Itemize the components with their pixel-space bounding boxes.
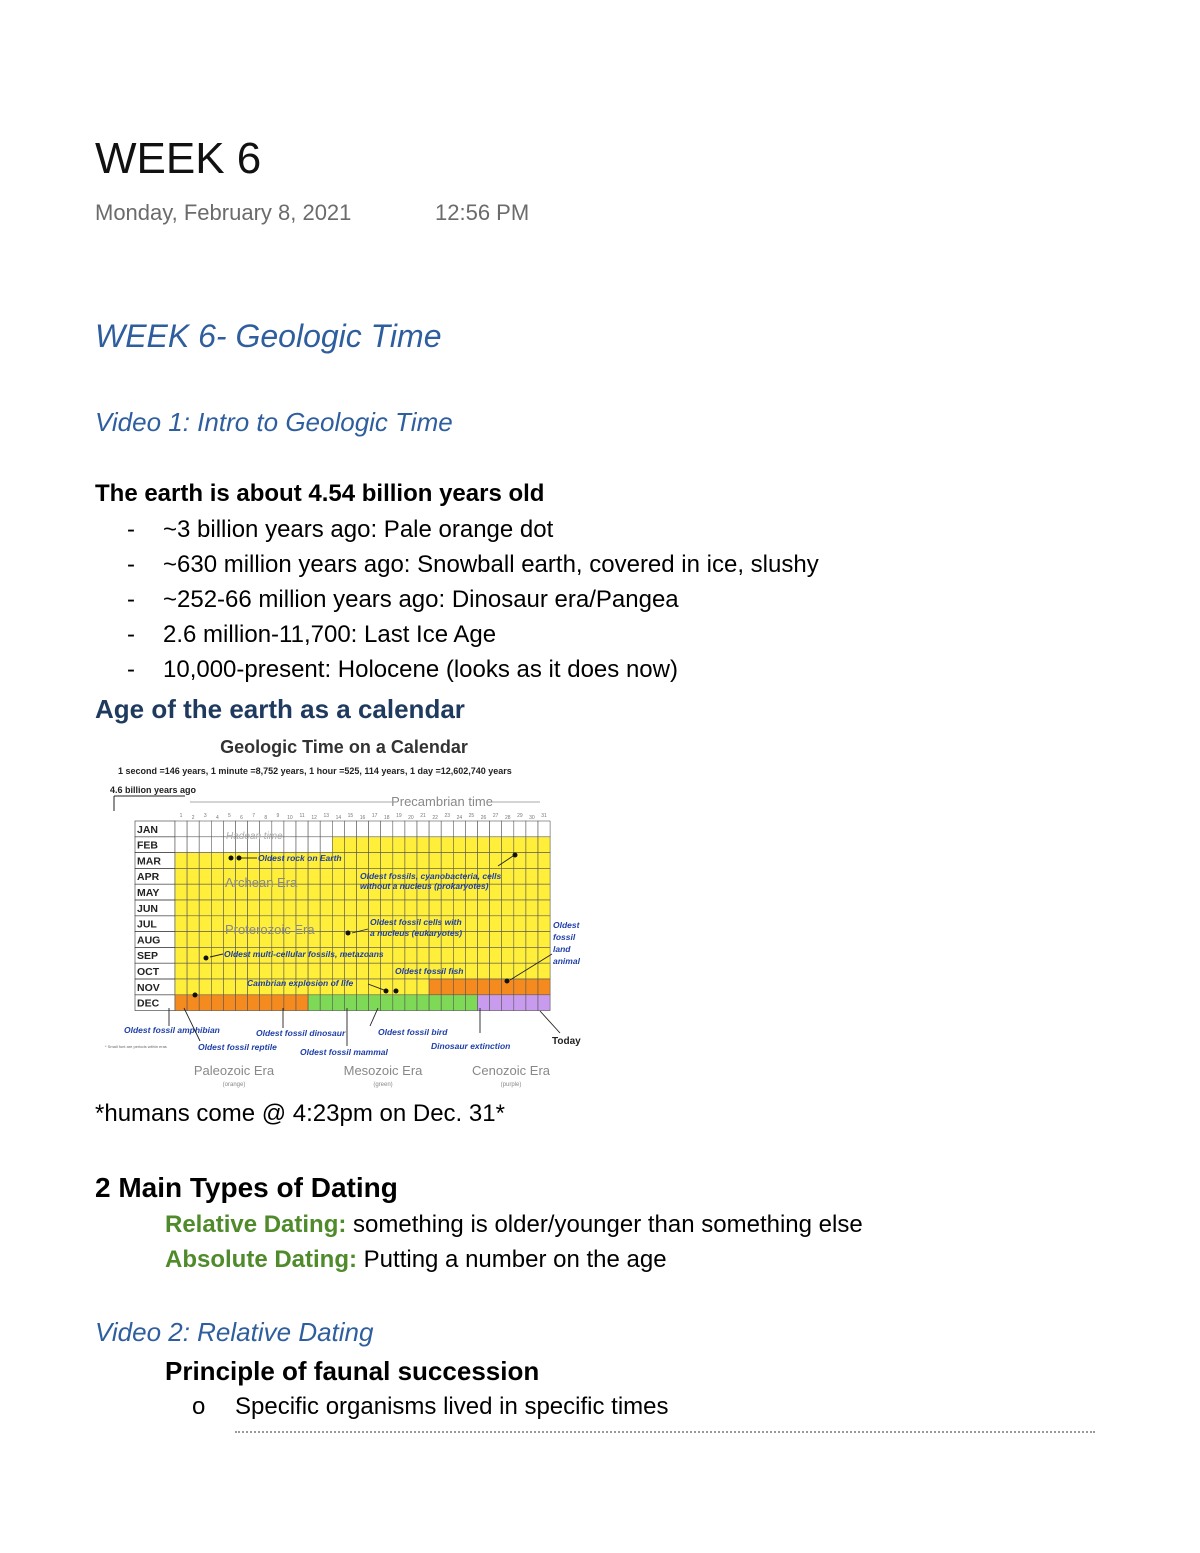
day-number: 19	[396, 813, 402, 819]
absolute-dating: Absolute Dating: Putting a number on the age	[165, 1246, 667, 1273]
list-item: - 10,000-present: Holocene (looks as it does now)	[95, 652, 1095, 687]
day-number: 17	[371, 813, 378, 819]
day-number: 24	[456, 815, 463, 821]
day-number: 11	[299, 813, 305, 819]
day-number: 30	[529, 815, 535, 821]
proterozoic-label: Proterozoic Era	[225, 922, 315, 937]
prokaryotes-label-2: without a nucleus (prokaryotes)	[360, 881, 489, 891]
land-animal-1: Oldest	[553, 920, 580, 930]
cenozoic-label: Cenozoic Era	[471, 1063, 551, 1078]
month-label: JAN	[137, 823, 159, 836]
day-number: 5	[228, 813, 231, 819]
list-item: - 2.6 million-11,700: Last Ice Age	[95, 617, 1095, 652]
oldest-rock-label: Oldest rock on Earth	[258, 853, 342, 863]
cambrian-label: Cambrian explosion of life	[247, 978, 354, 988]
list-item: o Specific organisms lived in specific times	[165, 1389, 1200, 1424]
mammal-label: Oldest fossil mammal	[300, 1047, 388, 1057]
today-label: Today	[552, 1036, 581, 1047]
timeline-list	[95, 512, 1095, 687]
paleozoic-color: (orange)	[222, 1082, 246, 1088]
dinosaur-label: Oldest fossil dinosaur	[256, 1028, 346, 1038]
day-number: 23	[444, 813, 451, 819]
day-number: 4	[215, 815, 219, 821]
land-animal-4: animal	[553, 956, 580, 966]
humans-note: *humans come @ 4:23pm on Dec. 31*	[95, 1100, 505, 1127]
figure-start: 4.6 billion years ago	[110, 785, 197, 795]
day-number: 3	[203, 813, 207, 819]
bird-label: Oldest fossil bird	[378, 1027, 448, 1037]
month-label: DEC	[137, 997, 160, 1010]
list-item: - ~252-66 million years ago: Dinosaur era/Pangea	[95, 582, 1095, 617]
calendar-heading: Age of the earth as a calendar	[95, 694, 465, 724]
month-labels	[137, 824, 161, 1010]
month-label: MAR	[137, 855, 161, 868]
circle-bullet-icon: o	[192, 1393, 206, 1420]
dating-heading: 2 Main Types of Dating	[95, 1172, 398, 1203]
cenozoic-color: (purple)	[500, 1082, 522, 1088]
small-font-note: * Small font are periods within eras	[105, 1044, 167, 1049]
mesozoic-color: (green)	[373, 1082, 393, 1088]
dash-icon: -	[127, 551, 135, 578]
day-number: 15	[347, 813, 354, 819]
page-title: WEEK 6	[95, 134, 262, 183]
day-number: 31	[541, 813, 547, 819]
dash-icon: -	[127, 621, 135, 648]
mesozoic-label: Mesozoic Era	[343, 1063, 423, 1078]
figure-title: Geologic Time on a Calendar	[220, 737, 468, 757]
eukaryotes-label-2: a nucleus (eukaryotes)	[370, 928, 463, 938]
archean-label: Archean Era	[225, 875, 298, 890]
month-label: MAY	[137, 887, 160, 899]
month-label: AUG	[137, 934, 161, 947]
day-number: 13	[323, 813, 330, 819]
day-number: 21	[420, 813, 426, 819]
amphibian-label: Oldest fossil amphibian	[124, 1025, 220, 1035]
day-number: 25	[468, 813, 475, 819]
day-number: 16	[359, 815, 366, 821]
dash-icon: -	[127, 516, 135, 543]
day-numbers	[180, 813, 547, 821]
precambrian-label: Precambrian time	[391, 794, 493, 809]
video2-heading: Video 2: Relative Dating	[95, 1317, 374, 1347]
day-number: 10	[287, 815, 293, 821]
metazoans-label: Oldest multi-cellular fossils, metazoans	[224, 949, 384, 959]
month-label: NOV	[137, 981, 160, 994]
day-number: 12	[311, 815, 317, 821]
page-date: Monday, February 8, 2021	[95, 200, 352, 225]
paleozoic-label: Paleozoic Era	[193, 1063, 275, 1078]
land-animal-3: land	[553, 944, 571, 954]
relative-dating: Relative Dating: something is older/younger than something else	[165, 1211, 863, 1238]
day-number: 20	[408, 815, 414, 821]
day-number: 27	[492, 813, 499, 819]
list-item: - ~3 billion years ago: Pale orange dot	[95, 512, 1095, 547]
reptile-label: Oldest fossil reptile	[198, 1042, 277, 1052]
earth-age-heading: The earth is about 4.54 billion years old	[95, 480, 545, 507]
day-number: 6	[240, 815, 243, 821]
geologic-calendar-figure	[100, 728, 620, 1098]
day-number: 14	[335, 815, 342, 821]
day-number: 7	[252, 813, 256, 819]
list-item: - ~630 million years ago: Snowball earth, covered in ice, slushy	[95, 547, 1095, 582]
eukaryotes-label-1: Oldest fossil cells with	[370, 917, 462, 927]
day-number: 22	[432, 815, 438, 821]
day-number: 28	[504, 815, 511, 821]
month-label: APR	[137, 871, 160, 884]
day-number: 2	[191, 815, 195, 821]
month-label: OCT	[137, 966, 160, 978]
month-label: FEB	[137, 839, 158, 852]
dash-icon: -	[127, 656, 135, 683]
day-number: 26	[480, 815, 487, 821]
dash-icon: -	[127, 586, 135, 613]
faunal-heading: Principle of faunal succession	[165, 1356, 540, 1386]
month-label: JUL	[137, 918, 157, 931]
extinction-label: Dinosaur extinction	[431, 1041, 511, 1051]
page-time: 12:56 PM	[435, 200, 530, 225]
day-number: 18	[383, 815, 390, 821]
section-heading: WEEK 6- Geologic Time	[95, 318, 442, 354]
land-animal-2: fossil	[553, 932, 576, 942]
prokaryotes-label-1: Oldest fossils, cyanobacteria, cells	[360, 871, 502, 881]
day-number: 29	[517, 813, 523, 819]
day-number: 1	[179, 813, 183, 819]
day-number: 9	[276, 813, 280, 819]
cut-off-line	[235, 1431, 1095, 1439]
hadean-label: Hadean time	[226, 831, 283, 842]
video1-heading: Video 1: Intro to Geologic Time	[95, 407, 453, 437]
month-label: JUN	[137, 902, 159, 915]
fish-label: Oldest fossil fish	[395, 966, 464, 976]
month-label: SEP	[137, 950, 159, 963]
figure-scale: 1 second =146 years, 1 minute =8,752 years, 1 hour =525, 114 years, 1 day =12,602,740 years	[118, 766, 512, 776]
day-number: 8	[264, 815, 268, 821]
